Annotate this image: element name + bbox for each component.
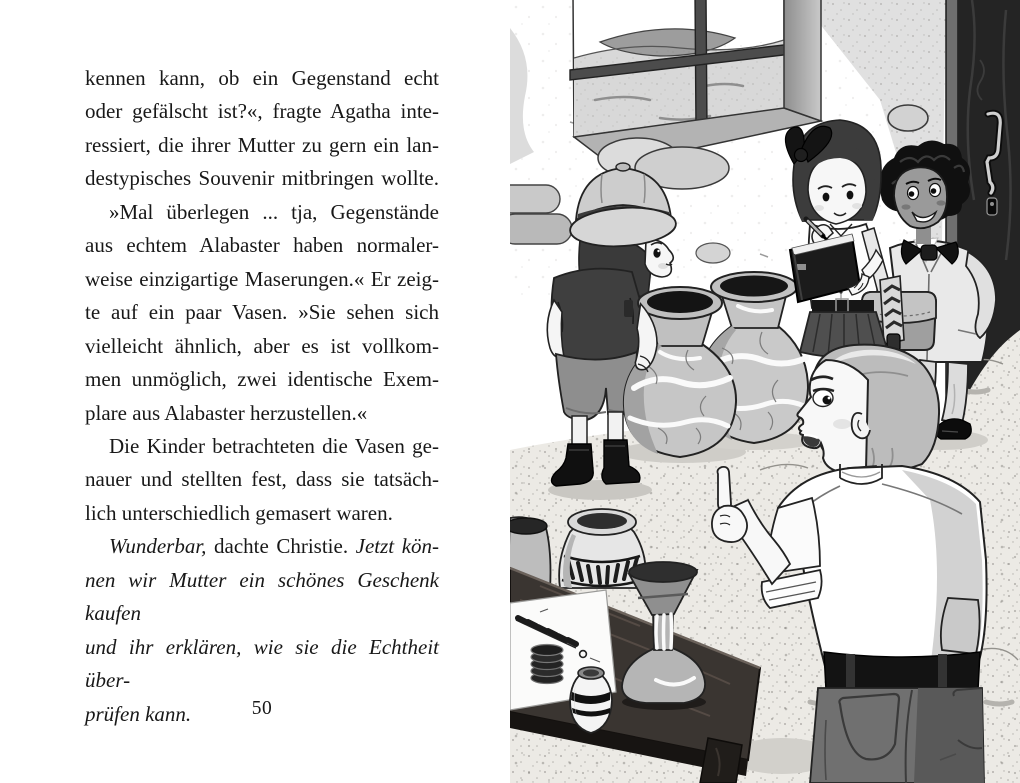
text-line: lich unterschiedlich gemasert waren. [85,500,393,525]
story-illustration [510,0,1020,783]
alabaster-vases [624,272,808,457]
text-line: men unmöglich, zwei identische Exem- [85,367,439,392]
text-line: nen wir Mutter ein schönes Geschenk kaufen [85,567,439,626]
text-line: und ihr erklären, wie sie die Echtheit über- [85,634,439,693]
index-finger [718,467,732,510]
right-cuff [941,598,980,654]
text-line: »Mal überlegen ... tja, Gegenstände [109,199,439,224]
text-line: vielleicht ähnlich, aber es ist vollkom- [85,333,439,358]
text-line: ressiert, die ihrer Mutter zu gern ein lan- [85,132,439,157]
text-line: oder gefälscht ist?«, fragte Agatha inte- [85,99,439,124]
text-block [85,62,439,731]
text-line: nauer und stellten fest, dass sie tatsäch- [85,467,439,492]
text-line: destypisches Souvenir mitbringen wollte. [85,166,439,191]
girl-face [808,156,866,224]
text-line: plare aus Alabaster herzustellen.« [85,400,368,425]
coin-stack [531,645,563,684]
text-line: Die Kinder betrachteten die Vasen ge- [109,433,439,458]
text-line: kennen kann, ob ein Gegenstand echt [85,66,439,90]
keyhole [987,198,997,215]
text-line: Wunderbar, dachte Christie. Jetzt kön- [109,534,440,559]
pants [810,688,984,783]
text-line: te auf ein paar Vasen. »Sie sehen sich [85,300,439,325]
text-line: aus echtem Alabaster haben normaler- [85,233,439,258]
page-number: 50 [251,698,273,719]
text-line: prüfen kann. [85,701,192,726]
window-jamb [784,0,821,121]
text-line: weise einzigartige Maserungen.« Er zeig- [85,266,439,291]
